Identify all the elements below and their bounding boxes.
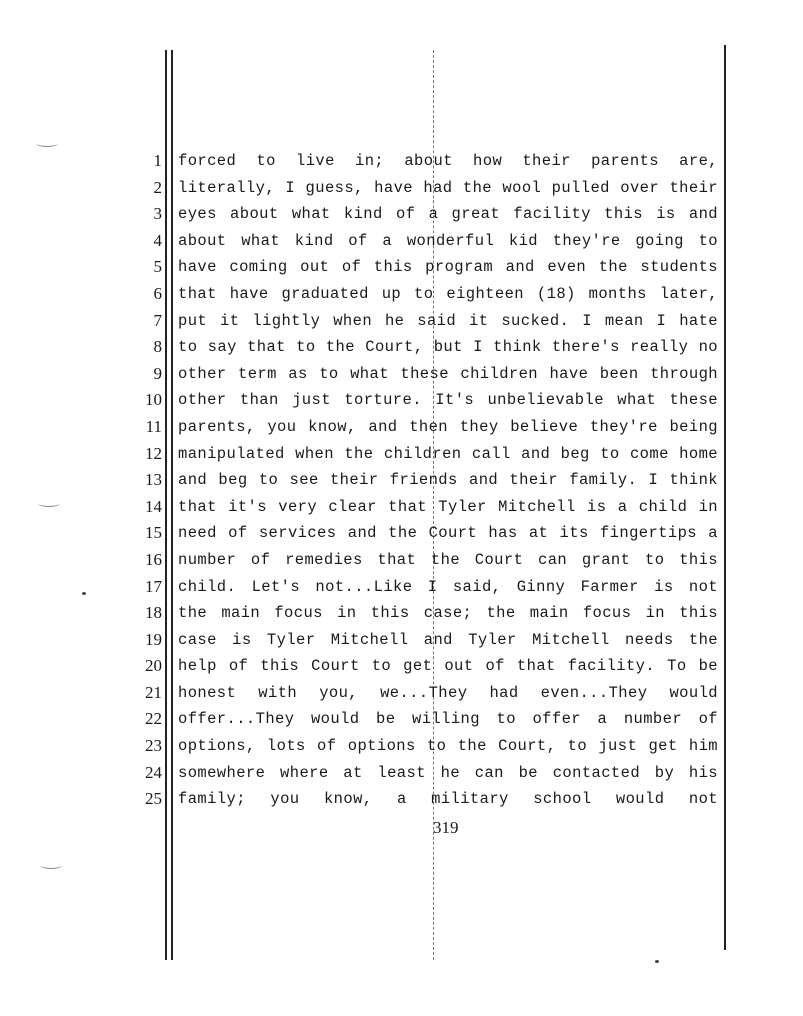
line-number: 23 — [145, 736, 162, 756]
transcript-line: to say that to the Court, but I think there's really no — [178, 338, 718, 357]
transcript-line: other than just torture. It's unbelievable what these — [178, 391, 718, 410]
line-number: 6 — [153, 283, 162, 303]
line-number: 1 — [153, 151, 162, 170]
transcript-line: that it's very clear that Tyler Mitchell is a child in — [178, 497, 718, 516]
line-number: 17 — [145, 576, 162, 596]
transcript-line: manipulated when the children call and beg to come home — [178, 444, 718, 463]
transcript-line: number of remedies that the Court can grant to this — [178, 550, 718, 569]
scan-dot — [655, 960, 659, 963]
line-number: 2 — [153, 177, 162, 197]
line-number: 11 — [145, 416, 162, 436]
scan-mark — [36, 140, 58, 147]
page-number: 319 — [433, 818, 459, 837]
line-number: 22 — [145, 709, 162, 729]
transcript-line: help of this Court to get out of that facility. To be — [178, 657, 718, 676]
transcript-line: about what kind of a wonderful kid they're going to — [178, 231, 718, 250]
transcript-line: somewhere where at least he can be contacted by his — [178, 763, 718, 782]
line-number: 14 — [145, 496, 162, 516]
line-number: 25 — [145, 789, 162, 809]
transcript-line: literally, I guess, have had the wool pulled over their — [178, 178, 718, 197]
transcript-line: case is Tyler Mitchell and Tyler Mitchell needs the — [178, 630, 718, 649]
transcript-line: that have graduated up to eighteen (18) months later, — [178, 284, 718, 303]
transcript-line: eyes about what kind of a great facility this is and — [178, 205, 718, 224]
line-number: 24 — [145, 762, 162, 782]
line-number: 19 — [145, 629, 162, 649]
transcript-line: the main focus in this case; the main focus in this — [178, 604, 718, 623]
line-number: 9 — [153, 363, 162, 383]
line-number: 7 — [153, 310, 162, 330]
line-number: 10 — [145, 390, 162, 410]
transcript-line: forced to live in; about how their parents are, — [178, 152, 718, 170]
left-margin-rule — [165, 50, 167, 960]
line-number: 13 — [145, 470, 162, 490]
transcript-line: options, lots of options to the Court, to just get him — [178, 737, 718, 756]
transcript-text — [178, 148, 718, 813]
transcript-line: and beg to see their friends and their family. I think — [178, 471, 718, 490]
transcript-line: parents, you know, and then they believe they're being — [178, 417, 718, 436]
line-number: 8 — [153, 337, 162, 357]
transcript-line: put it lightly when he said it sucked. I mean I hate — [178, 311, 718, 330]
left-margin-rule-inner — [171, 50, 173, 960]
line-number: 15 — [145, 523, 162, 543]
transcript-line: other term as to what these children have been through — [178, 364, 718, 383]
line-number: 4 — [153, 230, 162, 250]
line-number: 21 — [145, 682, 162, 702]
transcript-line: offer...They would be willing to offer a number of — [178, 710, 718, 729]
scan-dot — [82, 592, 86, 595]
line-number: 5 — [153, 257, 162, 277]
transcript-line: honest with you, we...They had even...They would — [178, 683, 718, 702]
line-number: 20 — [145, 656, 162, 676]
line-number: 3 — [153, 204, 162, 224]
line-number: 16 — [145, 549, 162, 569]
transcript-line: need of services and the Court has at its fingertips a — [178, 524, 718, 543]
line-number-column — [130, 148, 162, 813]
transcript-line: family; you know, a military school would not — [178, 790, 718, 809]
transcript-line: have coming out of this program and even the students — [178, 258, 718, 277]
right-margin-rule — [724, 45, 726, 950]
scan-mark — [40, 862, 62, 869]
line-number: 18 — [145, 603, 162, 623]
transcript-line: child. Let's not...Like I said, Ginny Farmer is not — [178, 577, 718, 596]
scan-mark — [38, 500, 60, 507]
line-number: 12 — [145, 443, 162, 463]
